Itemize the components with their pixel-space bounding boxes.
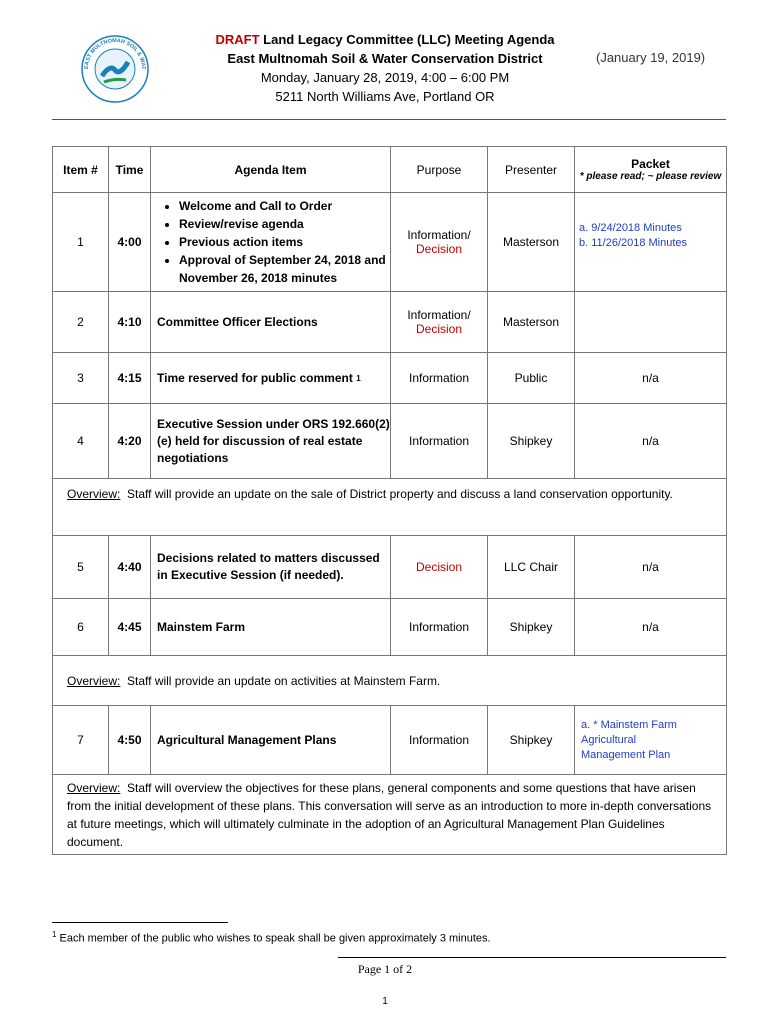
table-row bbox=[53, 192, 726, 291]
item-number: 7 bbox=[77, 733, 84, 747]
overview-2 bbox=[53, 655, 726, 705]
title-text: Land Legacy Committee (LLC) Meeting Agenda bbox=[263, 32, 555, 47]
district-logo bbox=[80, 34, 150, 104]
list-item: • Approval of September 24, 2018 and November 26, 2018 minutes bbox=[179, 251, 390, 287]
agenda-text: Time reserved for public comment bbox=[157, 371, 353, 385]
packet-link[interactable]: a. * Mainstem Farm Agricultural Management Plan bbox=[581, 718, 677, 761]
purpose-info: Information/ bbox=[407, 308, 471, 322]
purpose-decision: Decision bbox=[415, 322, 463, 336]
item-presenter: Shipkey bbox=[487, 599, 574, 655]
agenda-item bbox=[150, 193, 390, 291]
draft-label: DRAFT bbox=[215, 32, 260, 47]
overview-1 bbox=[53, 478, 726, 535]
item-packet: n/a bbox=[574, 536, 726, 598]
agenda-item: Agricultural Management Plans bbox=[150, 706, 390, 774]
item-time: 4:15 bbox=[108, 353, 150, 403]
item-number: 6 bbox=[77, 620, 84, 634]
item-packet: n/a bbox=[574, 404, 726, 478]
item-time: 4:50 bbox=[108, 706, 150, 774]
table-row bbox=[53, 535, 726, 598]
item-number: 5 bbox=[77, 560, 84, 574]
purpose-decision: Decision bbox=[415, 242, 463, 256]
item-presenter: Shipkey bbox=[487, 706, 574, 774]
version-date: (January 19, 2019) bbox=[596, 50, 706, 65]
col-purpose: Purpose bbox=[390, 147, 487, 192]
item-time: 4:20 bbox=[108, 404, 150, 478]
item-purpose: Decision bbox=[390, 536, 487, 598]
footer-rule bbox=[338, 957, 726, 958]
footnote-text: Each member of the public who wishes to speak shall be given approximately 3 minutes. bbox=[59, 932, 491, 945]
agenda-item bbox=[150, 353, 390, 403]
meeting-location: 5211 North Williams Ave, Portland OR bbox=[275, 89, 495, 104]
purpose-info: Information/ bbox=[407, 228, 471, 242]
item-presenter: Masterson bbox=[487, 292, 574, 352]
overview-text: Staff will overview the objectives for these plans, general components and some questions that have arisen from the initial development of these plans. This conversation will serve as an introduction to more in-depth conversations at future meetings, which will ultimately culminate in the adoption of an Agricultural Management Plan Guidelines document. bbox=[67, 781, 712, 849]
list-item: • Review/revise agenda bbox=[179, 215, 390, 233]
item-purpose: Information bbox=[390, 706, 487, 774]
packet-note: * please read; ~ please review bbox=[579, 171, 722, 182]
packet-link[interactable]: b. 11/26/2018 Minutes bbox=[579, 237, 688, 249]
overview-text: Staff will provide an update on activities at Mainstem Farm. bbox=[127, 674, 441, 688]
meeting-date: Monday, January 28, 2019, 4:00 – 6:00 PM bbox=[260, 70, 510, 85]
item-presenter: Shipkey bbox=[487, 404, 574, 478]
agenda-item: Decisions related to matters discussed in Executive Session (if needed). bbox=[150, 536, 390, 598]
item-time: 4:00 bbox=[108, 193, 150, 291]
item-presenter: Public bbox=[487, 353, 574, 403]
org-name: East Multnomah Soil & Water Conservation District bbox=[227, 51, 543, 66]
page-number: 1 bbox=[382, 996, 388, 1007]
table-row bbox=[53, 598, 726, 655]
agenda-item: Executive Session under ORS 192.660(2)(e) held for discussion of real estate negotiations bbox=[150, 404, 390, 478]
agenda-title bbox=[160, 30, 610, 49]
footnote-rule bbox=[52, 922, 228, 923]
overview-label: Overview: bbox=[67, 781, 121, 795]
list-item: • Previous action items bbox=[179, 233, 390, 251]
packet-link[interactable]: a. 9/24/2018 Minutes bbox=[579, 222, 682, 234]
table-row bbox=[53, 705, 726, 774]
col-packet bbox=[574, 147, 726, 192]
overview-label: Overview: bbox=[67, 674, 121, 688]
item-number: 4 bbox=[77, 434, 84, 448]
logo-text: EAST MULTNOMAH SOIL & WAT bbox=[83, 37, 147, 70]
page-of: Page 1 of 2 bbox=[357, 962, 413, 976]
item-purpose: Information bbox=[390, 404, 487, 478]
col-time: Time bbox=[108, 147, 150, 192]
footnote bbox=[52, 930, 491, 945]
list-item: • Welcome and Call to Order bbox=[179, 197, 390, 215]
agenda-item: Mainstem Farm bbox=[150, 599, 390, 655]
item-packet bbox=[574, 292, 726, 352]
footnote-ref: 1 bbox=[356, 373, 361, 383]
overview-label: Overview: bbox=[67, 487, 121, 501]
table-header-row bbox=[53, 147, 726, 192]
col-presenter: Presenter bbox=[487, 147, 574, 192]
footnote-mark: 1 bbox=[52, 930, 57, 939]
item-purpose: Information bbox=[390, 599, 487, 655]
item-presenter: Masterson bbox=[487, 193, 574, 291]
item-purpose: Information bbox=[390, 353, 487, 403]
overview-3 bbox=[53, 774, 726, 854]
item-time: 4:45 bbox=[108, 599, 150, 655]
agenda-item: Committee Officer Elections bbox=[150, 292, 390, 352]
overview-text: Staff will provide an update on the sale of District property and discuss a land conservation opportunity. bbox=[127, 487, 673, 501]
col-agenda: Agenda Item bbox=[150, 147, 390, 192]
item-packet: n/a bbox=[574, 599, 726, 655]
item-purpose bbox=[390, 292, 487, 352]
header-rule bbox=[52, 119, 726, 120]
item-presenter: LLC Chair bbox=[487, 536, 574, 598]
agenda-table bbox=[52, 146, 727, 855]
table-row bbox=[53, 352, 726, 403]
table-row bbox=[53, 403, 726, 478]
col-item: Item # bbox=[63, 162, 98, 177]
item-time: 4:10 bbox=[108, 292, 150, 352]
item-purpose bbox=[390, 193, 487, 291]
packet-label: Packet bbox=[631, 157, 670, 171]
item-number: 1 bbox=[77, 235, 84, 249]
item-time: 4:40 bbox=[108, 536, 150, 598]
item-packet bbox=[574, 193, 726, 291]
table-row bbox=[53, 291, 726, 352]
item-number: 3 bbox=[77, 371, 84, 385]
item-packet bbox=[574, 706, 726, 774]
item-packet: n/a bbox=[574, 353, 726, 403]
item-number: 2 bbox=[77, 315, 84, 329]
